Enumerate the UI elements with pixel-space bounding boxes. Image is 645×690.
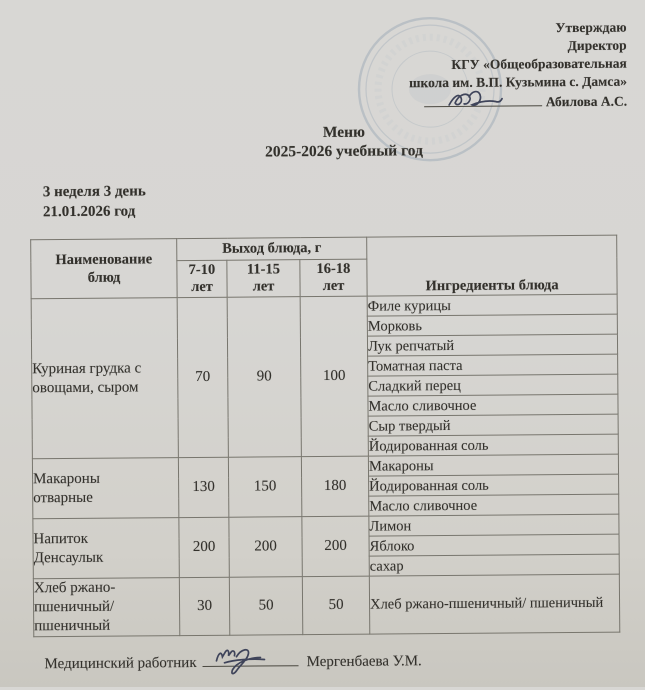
portion-cell: 180 xyxy=(301,456,368,517)
approval-line: школа им. В.П. Кузьмина с. Дамса» xyxy=(408,73,628,91)
medical-worker-label: Медицинский работник xyxy=(44,654,197,673)
table-row xyxy=(33,574,619,637)
ingredient-cell: Филе курицы xyxy=(367,294,617,316)
director-signature-line xyxy=(424,91,542,107)
director-signature-icon xyxy=(446,88,504,112)
portion-cell: 70 xyxy=(177,297,228,457)
ingredient-cell: Сладкий перец xyxy=(368,374,618,396)
table-header-row xyxy=(31,235,617,262)
column-header-ingredients: Ингредиенты блюда xyxy=(367,235,617,296)
column-header-age-7-10: 7-10 лет xyxy=(177,260,227,297)
column-header-age-11-15: 11-15 лет xyxy=(227,260,300,298)
footer-signature-row xyxy=(44,648,604,673)
medic-signature-icon xyxy=(210,644,276,679)
portion-cell: 30 xyxy=(179,577,229,635)
menu-table xyxy=(30,235,620,638)
document-title xyxy=(0,120,644,163)
ingredient-cell: Макароны xyxy=(368,454,618,476)
column-header-age-16-18: 16-18 лет xyxy=(300,259,367,297)
dish-name-cell: Макароны отварные xyxy=(32,458,178,519)
ingredient-cell: сахар xyxy=(369,554,619,576)
medic-name: Мергенбаева У.М. xyxy=(306,653,422,671)
portion-cell: 150 xyxy=(228,457,301,518)
menu-period: 3 неделя 3 день 21.01.2026 год xyxy=(42,183,146,221)
portion-cell: 200 xyxy=(302,516,369,577)
ingredient-cell: Йодированная соль xyxy=(368,434,618,456)
ingredient-cell: Хлеб ржано-пшеничный/ пшеничный xyxy=(369,574,619,634)
medic-signature-line xyxy=(203,650,299,667)
ingredient-cell: Томатная паста xyxy=(368,354,618,376)
column-header-dish-name: Наименование блюд xyxy=(31,239,177,299)
ingredient-cell: Лимон xyxy=(369,514,619,536)
approval-line: КГУ «Общеобразовательная xyxy=(451,55,627,72)
ingredient-cell: Яблоко xyxy=(369,534,619,556)
approval-line: Утверждаю xyxy=(555,19,627,36)
approval-block xyxy=(409,19,628,113)
ingredient-cell: Лук репчатый xyxy=(367,334,617,356)
ingredient-cell: Масло сливочное xyxy=(369,494,619,516)
portion-cell: 50 xyxy=(229,577,302,636)
title-line: Меню xyxy=(322,123,365,141)
portion-cell: 200 xyxy=(179,517,229,577)
portion-cell: 90 xyxy=(227,297,301,458)
portion-cell: 200 xyxy=(229,517,302,578)
ingredient-cell: Масло сливочное xyxy=(368,394,618,416)
portion-cell: 50 xyxy=(302,576,369,635)
dish-name-cell: Хлеб ржано- пшеничный/ пшеничный xyxy=(33,578,179,637)
ingredient-cell: Сыр твердый xyxy=(368,414,618,436)
portion-cell: 130 xyxy=(178,457,228,517)
column-header-output: Выход блюда, г xyxy=(177,237,367,260)
approval-line: Директор xyxy=(567,37,627,54)
portion-cell: 100 xyxy=(300,296,368,457)
dish-name-cell: Куриная грудка с овощами, сыром xyxy=(31,298,178,459)
approval-signature-row xyxy=(409,91,627,113)
director-name: Абилова А.С. xyxy=(545,93,628,110)
dish-name-cell: Напиток Денсаулык xyxy=(33,518,179,579)
title-subtitle: 2025-2026 учебный год xyxy=(265,142,423,161)
ingredient-cell: Морковь xyxy=(367,314,617,336)
ingredient-cell: Йодированная соль xyxy=(369,474,619,496)
